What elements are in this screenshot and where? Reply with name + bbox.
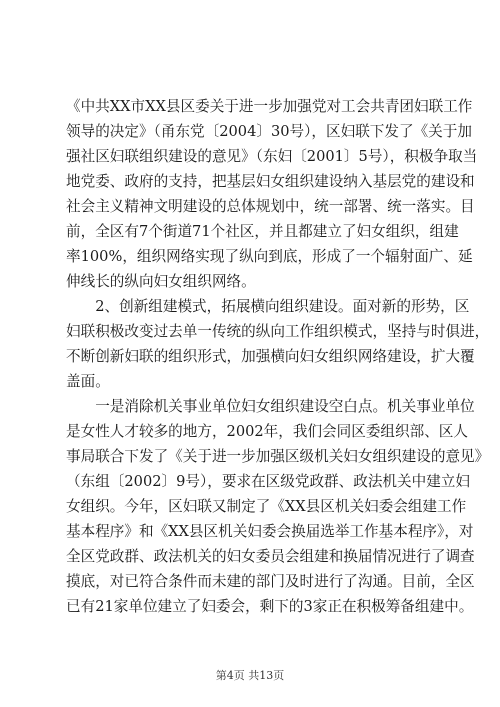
text-line: 事局联合下发了《关于进一步加强区级机关妇女组织建设的意见》 xyxy=(66,448,490,465)
text-line: 2、创新组建模式，拓展横向组织建设。面对新的形势，区 xyxy=(66,298,470,315)
text-line: 妇联积极改变过去单一传统的纵向工作组织模式，坚持与时俱进， xyxy=(66,323,490,340)
text-line: 一是消除机关事业单位妇女组织建设空白点。机关事业单位 xyxy=(66,398,475,415)
text-line: 地党委、政府的支持，把基层妇女组织建设纳入基层党的建设和 xyxy=(66,173,475,190)
text-line: 领导的决定》（甬东党〔2004〕30号），区妇联下发了《关于加 xyxy=(66,123,472,140)
text-line: 已有21家单位建立了妇委会，剩下的3家正在积极筹备组建中。 xyxy=(66,598,474,615)
text-line: 女组织。今年，区妇联又制定了《XX县区机关妇委会组建工作 xyxy=(66,498,467,515)
text-line: 率100%，组织网络实现了纵向到底，形成了一个辐射面广、延 xyxy=(66,248,473,265)
text-line: 前，全区有7个街道71个社区，并且都建立了妇女组织，组建 xyxy=(66,223,459,240)
text-line: 社会主义精神文明建设的总体规划中，统一部署、统一落实。目 xyxy=(66,198,475,215)
text-line: 摸底，对已符合条件而未建的部门及时进行了沟通。目前，全区 xyxy=(66,573,475,590)
text-line: 伸线长的纵向妇女组织网络。 xyxy=(66,273,256,290)
text-line: （东组〔2002〕9号），要求在区级党政群、政法机关中建立妇 xyxy=(66,473,470,490)
text-line: 是女性人才较多的地方，2002年，我们会同区委组织部、区人 xyxy=(66,423,468,440)
text-line: 基本程序》和《XX县区机关妇委会换届选举工作基本程序》，对 xyxy=(66,523,474,540)
text-line: 不断创新妇联的组织形式，加强横向妇女组织网络建设，扩大覆 xyxy=(66,348,475,365)
text-line: 全区党政群、政法机关的妇女委员会组建和换届情况进行了调查 xyxy=(66,548,475,565)
text-line: 强社区妇联组织建设的意见》（东妇〔2001〕5号），积极争取当 xyxy=(66,148,478,165)
page-number-footer: 第4页 共13页 xyxy=(215,669,285,682)
text-line: 《中共XX市XX县区委关于进一步加强党对工会共青团妇联工作 xyxy=(66,98,473,115)
text-line: 盖面。 xyxy=(66,373,110,390)
